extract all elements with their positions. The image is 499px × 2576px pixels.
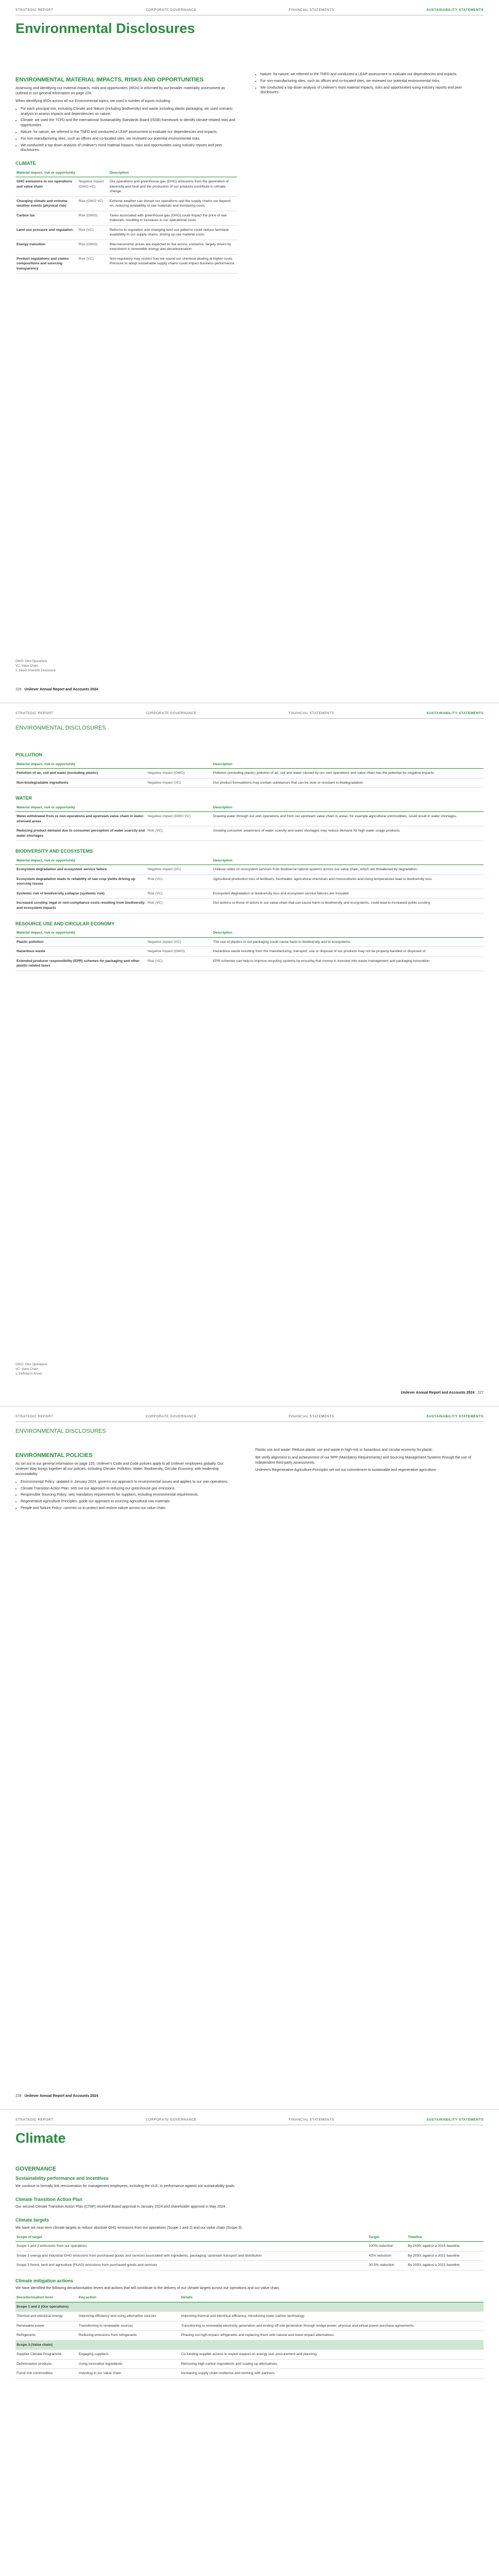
row-desc: Unilever relies on ecosystem services from biodiverse natural systems across our value chain, which are threatened by degradation. — [212, 865, 484, 875]
footnotes — [15, 659, 56, 673]
page-number: 226 — [15, 688, 22, 691]
row-name: Systemic risk of biodiversity collapse (systemic risk) — [15, 889, 146, 899]
table-row — [15, 2242, 484, 2251]
table-row — [15, 196, 237, 211]
lever-action: Engaging suppliers — [78, 2350, 180, 2360]
page-number: 227 — [477, 1391, 484, 1395]
page-number: 228 — [15, 2094, 22, 2098]
list-item: • People and Nature Policy: commits us to protect and restore nature across our value chain. — [21, 1506, 237, 1511]
list-item: • Climate: we used the TCFD and the International Sustainability Standards Board (ISSB) framework to identify climate-related risks and opportunities. — [21, 118, 237, 128]
row-type: Risk (VC) — [77, 254, 108, 274]
row-name: Increased scrutiny, legal or non-compliance costs resulting from biodiversity and ecosystem impacts — [15, 899, 146, 913]
intro-paragraph-2: When identifying IROs across all our Environmental topics, we used a number of inputs including: — [15, 99, 171, 103]
mitigation-subheading: Climate mitigation actions — [15, 2278, 74, 2283]
climate-heading: CLIMATE — [15, 161, 36, 166]
nav-corporate-governance[interactable]: CORPORATE GOVERNANCE — [145, 1415, 197, 1418]
left-column — [15, 72, 237, 277]
table-row — [15, 956, 484, 971]
footnote: 1. Direct Scientific Disclosure — [15, 669, 56, 672]
body-paragraph: We verify alignment to and achievement of our RPP (Mandatory Requirements) and Sourcing Management Systems through the use of independent third-party assessments. — [255, 1455, 471, 1465]
list-item: • We conducted a top-down analysis of Unilever's most material impacts, risks and opportunities using industry reports and peer disclosures. — [260, 86, 477, 96]
row-type: Negative impact (VC) — [146, 865, 212, 875]
nav-corporate-governance[interactable]: CORPORATE GOVERNANCE — [145, 8, 197, 12]
targets-text: We have set near-term climate targets to reduce absolute GHG emissions from our operations (Scope 1 and 2) and our value chain (Scope 3). — [15, 2226, 243, 2230]
lever-details: Transitioning to renewable electricity generation and ending off-site generation through bridge power, physical and virtual power purchase agreements. — [180, 2321, 484, 2331]
lever-name: Fossil risk commodities — [15, 2369, 78, 2379]
nav-sustainability-statements[interactable]: SUSTAINABILITY STATEMENTS — [426, 2118, 484, 2122]
right-list — [260, 72, 477, 95]
target-scope: Scope 3 forest, land and agriculture (FLAG) emissions from purchased goods and services — [15, 2261, 368, 2270]
nav-strategic-report[interactable]: STRATEGIC REPORT — [15, 1415, 54, 1418]
table-row — [15, 177, 237, 197]
nav-strategic-report[interactable]: STRATEGIC REPORT — [15, 8, 54, 12]
table-header: Details — [180, 2294, 484, 2302]
section-title: ENVIRONMENTAL MATERIAL IMPACTS, RISKS AND OPPORTUNITIES — [15, 77, 204, 83]
row-name: Ecosystem degradation leads to reliability of raw crop yields driving up sourcing issues — [15, 874, 146, 889]
table-row — [15, 2321, 484, 2331]
row-type: Risk (VC) — [146, 874, 212, 889]
list-item: • Responsible Sourcing Policy: sets mandatory requirements for suppliers, including environmental requirements. — [21, 1493, 237, 1498]
right-column — [255, 1448, 477, 1476]
target-scope: Scope 3 energy and industrial GHG emissions from purchased goods and services associated with ingredients, packaging, upstream transport and distribution — [15, 2251, 368, 2261]
row-desc: Drawing water through our own operations and from our upstream value chain in areas, for example agricultural commodities, could result in water shortages. — [212, 812, 484, 826]
biodiversity-heading: BIODIVERSITY AND ECOSYSTEMS — [15, 849, 93, 854]
climate-table — [15, 169, 237, 274]
nav-sustainability-statements[interactable]: SUSTAINABILITY STATEMENTS — [426, 8, 484, 12]
page-2 — [0, 703, 499, 1406]
row-type: Risk (VC) — [146, 899, 212, 913]
row-name: Pollution of air, soil and water (excluding plastic) — [15, 769, 146, 778]
table-row — [15, 2331, 484, 2341]
page-title: Climate — [15, 2130, 66, 2146]
row-name: Plastic pollution — [15, 937, 146, 947]
target-timeline: By 2030, against a 2021 baseline — [407, 2251, 484, 2261]
resource-heading: RESOURCE USE AND CIRCULAR ECONOMY — [15, 921, 115, 926]
table-row — [15, 947, 484, 957]
lever-action: Transitioning to renewable sources — [78, 2321, 180, 2331]
lever-details: Increasing supply chain resilience and working with partners. — [180, 2369, 484, 2379]
table-row — [15, 826, 484, 841]
row-name: Land use pressure and regulation — [15, 225, 77, 240]
nav-financial-statements[interactable]: FINANCIAL STATEMENTS — [289, 2118, 335, 2122]
table-row — [15, 225, 237, 240]
ctap-subheading: Climate Transition Action Plan — [15, 2196, 82, 2202]
footnote: 1. Defined in Annex — [15, 1372, 43, 1376]
lever-action: Improving efficiency and using alternative sources — [78, 2312, 180, 2321]
table-header — [146, 929, 212, 937]
row-name: Carbon tax — [15, 211, 77, 225]
table-header: Target — [368, 2233, 407, 2242]
row-type: Risk (VC) — [146, 956, 212, 971]
table-header — [146, 804, 212, 812]
page-title: Environmental Disclosures — [15, 21, 195, 36]
lever-details: Improving thermal and electrical efficiency, introducing lower-carbon technology. — [180, 2312, 484, 2321]
row-desc: Our actions or those of actors in our value chain that can cause harm to biodiversity and ecosystems, could lead to increased public scrutiny. — [212, 899, 484, 913]
table-header: Key action — [78, 2294, 180, 2302]
targets-subheading: Climate targets — [15, 2217, 49, 2223]
row-desc: Pollution (excluding plastic) pollution of air, soil and water caused by our own operations and value chain has the potential for negative impacts. — [212, 769, 484, 778]
target-timeline: By 2030, against a 2015 baseline — [407, 2242, 484, 2251]
lever-name: Renewable power — [15, 2321, 78, 2331]
lever-action: Using innovative ingredients — [78, 2359, 180, 2369]
page-footer — [15, 2094, 98, 2098]
lever-action: Investing in our value chain — [78, 2369, 180, 2379]
table-row — [15, 889, 484, 899]
mitigation-text: We have identified the following decarbonisation levers and actions that will contribute to the delivery of our climate targets across our operations and our value chain. — [15, 2286, 280, 2291]
row-name: Hazardous waste — [15, 947, 146, 957]
row-desc: Our operations and greenhouse gas (GHG) emissions from the generation of electricity and heat and the production of our products contribute to climate change. — [109, 177, 237, 197]
footnote: VC: Value Chain — [15, 1368, 38, 1371]
table-header: Timeline — [407, 2233, 484, 2242]
page2-content — [15, 744, 484, 974]
targets-table — [15, 2233, 484, 2270]
levers-table — [15, 2294, 484, 2379]
left-column — [15, 1448, 237, 1514]
report-name: Unilever Annual Report and Accounts 2024 — [401, 1391, 475, 1395]
target-value: 100% reduction — [368, 2242, 407, 2251]
row-desc: Reforms to regulation and changing land use patterns could reduce farmland availability in our supply chains, driving up raw material costs. — [109, 225, 237, 240]
table-row — [15, 812, 484, 826]
row-desc: Growing consumer awareness of water scarcity and water shortages may reduce demand for high water usage products. — [212, 826, 484, 841]
ctap-text: Our second Climate Transition Action Plan (CTAP) received Board approval in January 2024 and shareholder approval in May 2024. — [15, 2205, 226, 2209]
body-paragraph: Unilever's Regenerative Agriculture Principles set out our commitment to sustainable and regenerative agriculture. — [255, 1468, 437, 1472]
list-item: • For each principal risk, including Climate and Nature (including biodiversity) and waste including plastic packaging, we used scenario analysis to assess impacts and dependencies on nature. — [21, 107, 237, 117]
list-item: • We conducted a top-down analysis of Unilever's most material impacts, risks and opportunities using industry reports and peer disclosures. — [21, 143, 237, 154]
pollution-table — [15, 760, 484, 788]
table-row — [15, 778, 484, 788]
table-header: Description — [109, 169, 237, 177]
lever-details: Phasing out high-impact refrigerants and replacing them with natural and lower-impact alternatives. — [180, 2331, 484, 2341]
row-name: Energy transition — [15, 240, 77, 254]
table-header: Material impact, risk or opportunity — [15, 760, 146, 769]
lever-details: Removing high-carbon ingredients and scaling up alternatives. — [180, 2359, 484, 2369]
table-header: Material impact, risk or opportunity — [15, 929, 146, 937]
table-header: Material impact, risk or opportunity — [15, 804, 146, 812]
footnote: OWO: Own Operations — [15, 1363, 47, 1366]
row-type: Negative impact (OWO VC) — [146, 812, 212, 826]
table-row — [15, 2359, 484, 2369]
row-type: Negative impact (VC) — [146, 937, 212, 947]
page-1 — [0, 0, 499, 703]
table-row — [15, 865, 484, 875]
report-name: Unilever Annual Report and Accounts 2024 — [24, 688, 98, 691]
policies-list — [21, 1480, 237, 1511]
list-item: • Nature: for nature, we referred to the TNFD and conducted a LEAP assessment to evaluate our dependencies and impacts. — [260, 72, 477, 77]
section-header: ENVIRONMENTAL DISCLOSURES — [15, 725, 106, 731]
row-type: Risk (VC) — [146, 889, 212, 899]
nav-sustainability-statements[interactable]: SUSTAINABILITY STATEMENTS — [426, 711, 484, 715]
table-header: Description — [212, 804, 484, 812]
lever-action: Reducing emissions from refrigerants — [78, 2331, 180, 2341]
nav-financial-statements[interactable]: FINANCIAL STATEMENTS — [289, 711, 335, 715]
table-row — [15, 240, 237, 254]
table-row — [15, 254, 237, 274]
footnote: OWO: Own Operations — [15, 660, 47, 663]
body-paragraph: Plastic use and waste: Reduce plastic use and waste in high-risk or hazardous and circular economy for plastic. — [255, 1448, 434, 1452]
row-desc: Extreme weather can disrupt our operations and the supply chains we depend on, reducing availability of raw materials and increasing costs. — [109, 196, 237, 211]
resource-table — [15, 929, 484, 971]
page-footer — [401, 1391, 484, 1395]
lever-name: Thermal and electrical energy — [15, 2312, 78, 2321]
target-value: 30.3% reduction — [368, 2261, 407, 2270]
row-type: Risk (VC) — [77, 225, 108, 240]
intro-paragraph: Assessing and identifying our material impacts, risks and opportunities (IROs) is informed by our broader materiality assessment as outlined in our general information on page 228. — [15, 87, 225, 96]
page-3 — [0, 1406, 499, 2110]
nav-strategic-report[interactable]: STRATEGIC REPORT — [15, 711, 54, 715]
page-footer — [15, 688, 98, 691]
row-name: Ecosystem degradation and ecosystem service failure — [15, 865, 146, 875]
row-type: Risk (VC) — [146, 826, 212, 841]
table-row — [15, 899, 484, 913]
lever-details: Co-funding supplier access to expert support on energy use, procurement and planning. — [180, 2350, 484, 2360]
table-row — [15, 2350, 484, 2360]
row-desc: Hazardous waste resulting from the manufacturing, transport, use or disposal of our products may not be properly handled or disposed of. — [212, 947, 484, 957]
lever-name: Deforestation products — [15, 2359, 78, 2369]
biodiversity-table — [15, 857, 484, 913]
table-header: Description — [212, 929, 484, 937]
row-desc: Ecosystem degradation or biodiversity loss and ecosystem service failures are included. — [212, 889, 484, 899]
row-desc: Our product formulations may contain substances that can be slow or resistant to biodegradation. — [212, 778, 484, 788]
table-row — [15, 2312, 484, 2321]
table-row — [15, 211, 237, 225]
governance-subheading: Sustainability performance and incentives — [15, 2176, 109, 2181]
table-group-row — [15, 2302, 484, 2312]
governance-text: We continue to formally link remuneration for management employees, including the ULE, to performance against our sustainability goals. — [15, 2184, 236, 2188]
list-item: • For non-manufacturing sites, such as offices and co-located sites, we reviewed our potential environmental risks. — [260, 79, 477, 84]
row-name: Changing climate and extreme weather events (physical risk) — [15, 196, 77, 211]
row-name: Reducing product demand due to consumer perception of water scarcity and water shortages — [15, 826, 146, 841]
page-4 — [0, 2110, 499, 2576]
water-heading: WATER — [15, 795, 32, 801]
target-timeline: By 2030, against a 2021 baseline — [407, 2261, 484, 2270]
table-row — [15, 769, 484, 778]
table-row — [15, 874, 484, 889]
group-label: Scope 1 and 2 (Our operations) — [15, 2302, 484, 2312]
row-type: Negative impact (VC) — [146, 778, 212, 788]
table-row — [15, 2251, 484, 2261]
row-desc: Agricultural production loss of fertilisers, freshwater, agricultural chemicals and monocultures and rising temperatures lead to biodiversity loss. — [212, 874, 484, 889]
list-item: • Environmental Policy: updated in January 2024, governs our approach to environmental issues and applies to our own operations. — [21, 1480, 237, 1485]
target-scope: Scope 1 and 2 emissions from our operations — [15, 2242, 368, 2251]
table-header — [146, 760, 212, 769]
row-name: Extended producer responsibility (EPR) schemes for packaging and other plastic-related taxes — [15, 956, 146, 971]
inputs-list — [21, 107, 237, 153]
lever-name: Refrigerants — [15, 2331, 78, 2341]
footnote: VC: Value Chain — [15, 665, 38, 668]
report-name: Unilever Annual Report and Accounts 2024 — [24, 2094, 98, 2098]
table-row — [15, 937, 484, 947]
row-type: Risk (OWO VC) — [77, 196, 108, 211]
table-header: Description — [212, 760, 484, 769]
nav-divider — [15, 1421, 484, 1422]
row-type: Negative impact (OWO) — [146, 947, 212, 957]
row-type: Risk (OWO) — [77, 240, 108, 254]
group-label: Scope 3 (Value chain) — [15, 2340, 484, 2350]
policies-heading: ENVIRONMENTAL POLICIES — [15, 1452, 93, 1459]
table-row — [15, 2369, 484, 2379]
policies-intro: As set out in our general information on page 225, Unilever's Code and Code policies apply to all Unilever employees globally. Our Unilever Way brings together all our policies, including Climate, Pollution, Water, Biodiversity, Circular Economy, with leadership accountability. — [15, 1462, 224, 1476]
row-name: Product regulations and claims compositions and sourcing transparency — [15, 254, 77, 274]
nav-financial-statements[interactable]: FINANCIAL STATEMENTS — [289, 8, 335, 12]
water-table — [15, 804, 484, 841]
row-desc: Taxes associated with greenhouse gas (GHG) could impact the price of raw materials, resulting in increases in our operational costs. — [109, 211, 237, 225]
table-header — [146, 857, 212, 865]
row-desc: Non-regulatory may restrict how we sound our chemical dealing at higher costs. Pressure to adopt sustainable supply chains could impact business performance. — [109, 254, 237, 274]
lever-name: Supplier Climate Programme — [15, 2350, 78, 2360]
list-item: • Regenerative Agriculture Principles: guide our approach to sourcing agricultural raw materials. — [21, 1499, 237, 1504]
row-desc: EPR schemes can help to improve recycling systems by ensuring that money is invested into waste management and packaging innovation. — [212, 956, 484, 971]
row-type: Negative impact (OWO VC) — [77, 177, 108, 197]
table-header: Material impact, risk or opportunity — [15, 169, 77, 177]
governance-heading: GOVERNANCE — [15, 2166, 56, 2172]
nav-corporate-governance[interactable]: CORPORATE GOVERNANCE — [145, 711, 197, 715]
table-header: Decarbonisation lever — [15, 2294, 78, 2302]
nav-divider — [15, 718, 484, 719]
row-name: Non-biodegradable ingredients — [15, 778, 146, 788]
table-row — [15, 2261, 484, 2270]
table-header: Scope of target — [15, 2233, 368, 2242]
row-desc: Macroeconomic prices are expected to rise across scenarios, largely driven by investment in renewable energy and decarbonisation. — [109, 240, 237, 254]
table-group-row — [15, 2340, 484, 2350]
page4-content — [15, 2161, 484, 2379]
row-type: Negative impact (OWO) — [146, 769, 212, 778]
pollution-heading: POLLUTION — [15, 752, 42, 757]
list-item: • Nature: for nature, we referred to the TNFD and conducted a LEAP assessment to evaluate our dependencies and impacts. — [21, 130, 237, 135]
table-header — [77, 169, 108, 177]
target-value: 42% reduction — [368, 2251, 407, 2261]
nav-sustainability-statements[interactable]: SUSTAINABILITY STATEMENTS — [426, 1415, 484, 1418]
section-header: ENVIRONMENTAL DISCLOSURES — [15, 1428, 106, 1434]
row-name: Water withdrawal from or non-operations and upstream value chain in water-stressed areas — [15, 812, 146, 826]
nav-corporate-governance[interactable]: CORPORATE GOVERNANCE — [145, 2118, 197, 2122]
list-item: • For non-manufacturing sites, such as offices and co-located sites, we reviewed our potential environmental risks. — [21, 137, 237, 142]
table-header: Material impact, risk or opportunity — [15, 857, 146, 865]
row-type: Risk (OWO) — [77, 211, 108, 225]
row-name: GHG emissions in our operations and value chain — [15, 177, 77, 197]
table-header: Description — [212, 857, 484, 865]
row-desc: The use of plastics in our packaging could cause harm to biodiversity and to ecosystems. — [212, 937, 484, 947]
right-column — [255, 72, 477, 98]
footnotes — [15, 1363, 47, 1377]
nav-financial-statements[interactable]: FINANCIAL STATEMENTS — [289, 1415, 335, 1418]
nav-strategic-report[interactable]: STRATEGIC REPORT — [15, 2118, 54, 2122]
list-item: • Climate Transition Action Plan: sets out our approach to reducing our greenhouse gas emissions. — [21, 1486, 237, 1492]
